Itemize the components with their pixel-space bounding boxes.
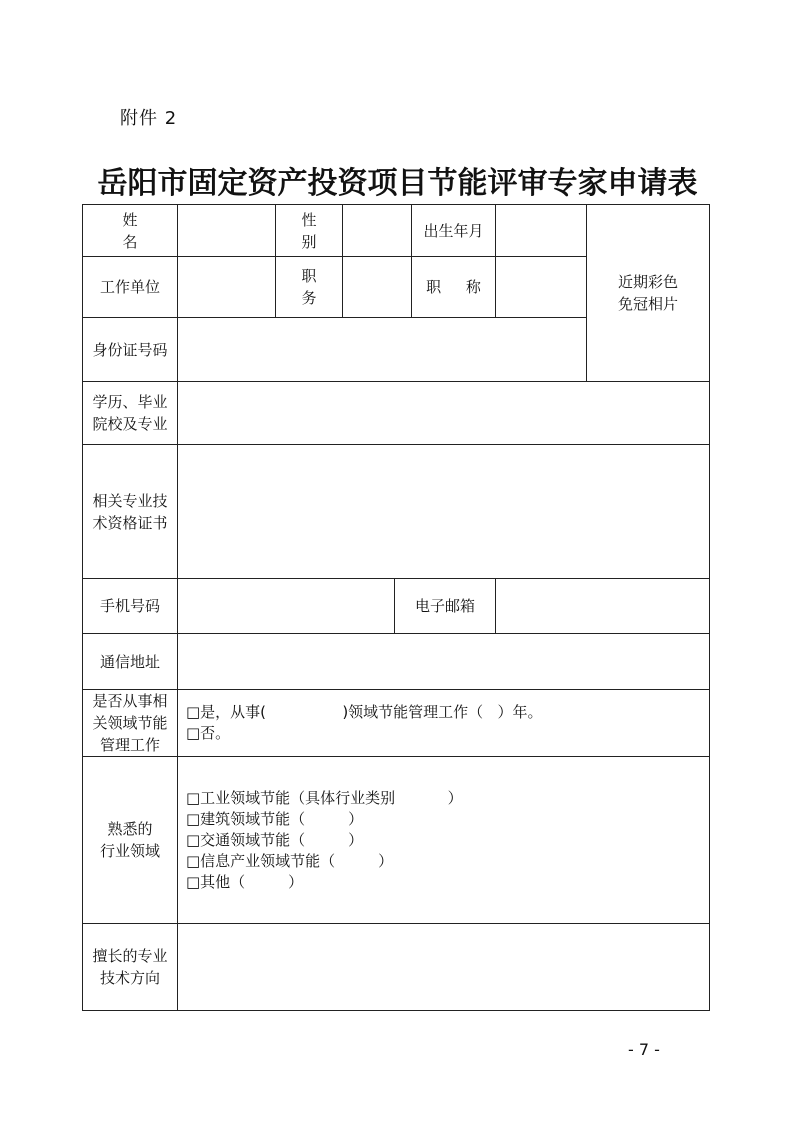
name-field[interactable]: [178, 205, 276, 257]
industry-options: [178, 757, 710, 924]
phone-field[interactable]: [178, 579, 395, 634]
industry-label-line1: 熟悉的: [107, 820, 153, 838]
specialty-field[interactable]: [178, 924, 710, 1011]
address-field[interactable]: [178, 634, 710, 690]
industry-option-transport[interactable]: □交通领域节能（ ）: [186, 830, 364, 849]
phone-label: 手机号码: [83, 579, 178, 634]
row-education: [83, 382, 710, 445]
specialty-label-line1: 擅长的专业: [92, 947, 168, 965]
education-label: [83, 382, 178, 445]
title-field[interactable]: [496, 257, 587, 318]
experience-label-line3: 管理工作: [99, 736, 160, 754]
industry-option-it[interactable]: □信息产业领域节能（ ）: [186, 851, 394, 870]
photo-label-line2: 免冠相片: [617, 295, 678, 313]
certificate-label-line2: 术资格证书: [92, 513, 168, 532]
experience-label: [83, 690, 178, 757]
title-label: 职 称: [412, 257, 496, 318]
experience-option-no[interactable]: □否。: [186, 724, 231, 742]
id-label: 身份证号码: [83, 318, 178, 382]
application-form-table: [82, 204, 710, 1011]
education-field[interactable]: [178, 382, 710, 445]
birth-field[interactable]: [496, 205, 587, 257]
row-address: [83, 634, 710, 690]
id-field[interactable]: [178, 318, 587, 382]
email-label: 电子邮箱: [395, 579, 496, 634]
experience-label-line1: 是否从事相: [92, 692, 168, 710]
name-label: 姓 名: [83, 205, 178, 257]
row-contact: [83, 579, 710, 634]
form-title: 岳阳市固定资产投资项目节能评审专家申请表: [97, 166, 698, 201]
position-label: 职 务: [276, 257, 343, 318]
certificate-label: [83, 445, 178, 579]
industry-option-building[interactable]: □建筑领域节能（ ）: [186, 809, 364, 828]
experience-option-yes[interactable]: □是，从事( )领域节能管理工作（ ）年。: [186, 703, 543, 721]
position-field[interactable]: [343, 257, 412, 318]
experience-label-line2: 关领域节能: [92, 714, 168, 732]
row-experience: [83, 690, 710, 757]
gender-field[interactable]: [343, 205, 412, 257]
row-name: [83, 205, 710, 257]
row-certificate: [83, 445, 710, 579]
employer-field[interactable]: [178, 257, 276, 318]
employer-label: 工作单位: [83, 257, 178, 318]
education-label-line2: 院校及专业: [92, 415, 168, 433]
attachment-label: 附件 2: [120, 108, 178, 129]
specialty-label: [83, 924, 178, 1011]
photo-box[interactable]: [587, 205, 710, 382]
certificate-label-line1: 相关专业技: [92, 491, 168, 510]
industry-option-other[interactable]: □其他（ ）: [186, 872, 304, 891]
industry-label: [83, 757, 178, 924]
photo-label-line1: 近期彩色: [617, 273, 678, 291]
specialty-label-line2: 技术方向: [99, 969, 160, 987]
industry-option-industrial[interactable]: □工业领域节能（具体行业类别 ）: [186, 788, 463, 807]
email-field[interactable]: [496, 579, 710, 634]
page-number: - 7 -: [628, 1040, 660, 1059]
gender-label: 性 别: [276, 205, 343, 257]
experience-options: [178, 690, 710, 757]
row-specialty: [83, 924, 710, 1011]
education-label-line1: 学历、毕业: [92, 393, 168, 411]
address-label: 通信地址: [83, 634, 178, 690]
row-industry: [83, 757, 710, 924]
birth-label: 出生年月: [412, 205, 496, 257]
industry-label-line2: 行业领域: [99, 842, 160, 860]
certificate-field[interactable]: [178, 445, 710, 579]
